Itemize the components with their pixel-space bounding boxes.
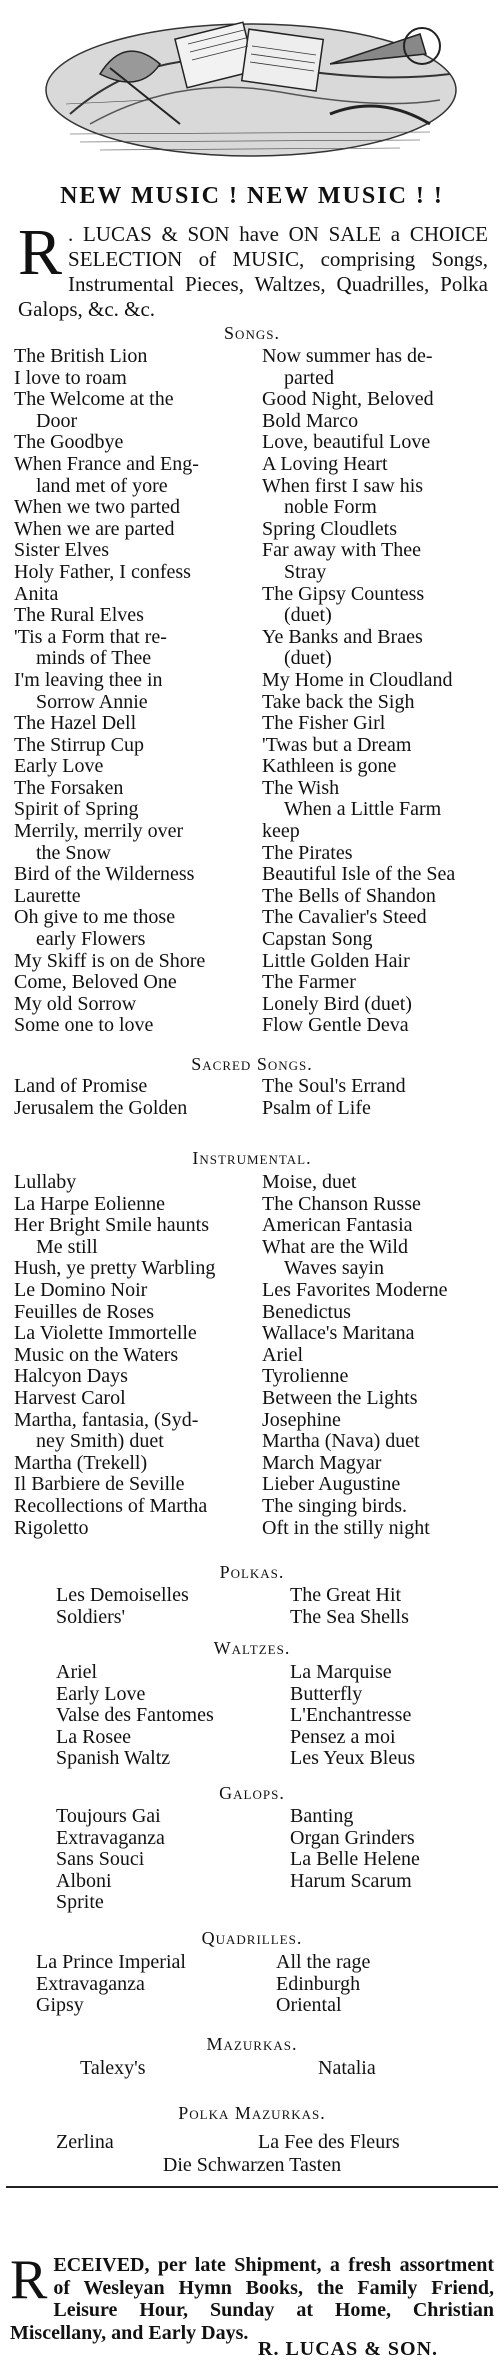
list-item: Oft in the stilly night (262, 1516, 430, 1539)
list-item: American Fantasia (262, 1214, 413, 1237)
list-item: La Fee des Fleurs (258, 2131, 400, 2153)
list-item: Oh give to me those (14, 906, 176, 929)
intro-text: . LUCAS & SON have ON SALE a CHOICE SELECTION of MUSIC, comprising Songs, Instrumental Pieces, Waltzes, Quadrilles, Polka Galops, &c. &c. (18, 222, 488, 321)
list-item: Me still (36, 1235, 98, 1258)
waltzes-right-column (290, 1662, 490, 1770)
list-item: The Soul's Errand (262, 1075, 406, 1097)
list-item: Holy Father, I confess (14, 560, 191, 583)
list-item: Halcyon Days (14, 1365, 128, 1388)
list-item: Harvest Carol (14, 1386, 126, 1409)
section-mazurkas-heading: Mazurkas. (206, 2034, 298, 2054)
list-item: Valse des Fantomes (56, 1704, 214, 1727)
list-item: ney Smith) duet (36, 1430, 164, 1453)
list-item: Spirit of Spring (14, 798, 139, 821)
section-waltzes-heading: Waltzes. (213, 1638, 291, 1658)
list-item: Door (36, 409, 78, 432)
galops-right-column (290, 1806, 490, 1892)
list-item: Le Domino Noir (14, 1278, 148, 1301)
list-item: La Marquise (290, 1661, 392, 1683)
instrumental-left-column (14, 1172, 254, 1539)
list-item: The British Lion (14, 345, 148, 367)
list-item: Recollections of Martha (14, 1494, 208, 1517)
list-item: early Flowers (36, 928, 146, 951)
list-item: When first I saw his (262, 474, 424, 497)
list-item: Sister Elves (14, 539, 109, 562)
list-item: Zerlina (56, 2131, 114, 2153)
polka-mazurkas-right-column (258, 2132, 490, 2154)
list-item: Bold Marco (262, 409, 359, 432)
list-item: Ye Banks and Braes (262, 625, 423, 648)
signature: R. LUCAS & SON. (258, 2338, 439, 2360)
list-item: Martha (Trekell) (14, 1451, 148, 1474)
list-item: Harum Scarum (290, 1869, 412, 1892)
list-item: the Snow (36, 841, 111, 864)
list-item: Early Love (14, 755, 104, 778)
section-sacred-heading: Sacred Songs. (191, 1054, 313, 1074)
list-item: Stray (284, 560, 327, 583)
list-item: Music on the Waters (14, 1343, 179, 1366)
list-item: Land of Promise (14, 1075, 148, 1097)
list-item: Les Favorites Moderne (262, 1278, 448, 1301)
list-item: Alboni (56, 1869, 112, 1892)
list-item: A Loving Heart (262, 452, 388, 475)
list-item: Sans Souci (56, 1848, 145, 1871)
list-item: (duet) (284, 604, 332, 627)
section-polka-mazurkas-heading: Polka Mazurkas. (178, 2103, 326, 2123)
list-item: Rigoletto (14, 1516, 89, 1539)
list-item: Talexy's (80, 2057, 146, 2079)
list-item: Spanish Waltz (56, 1747, 171, 1770)
list-item: The Pirates (262, 841, 353, 864)
list-item: The singing birds. (262, 1494, 407, 1517)
list-item: (duet) (284, 647, 332, 670)
sacred-left-column (14, 1076, 254, 1119)
list-item: keep (262, 820, 300, 843)
list-item: Between the Lights (262, 1386, 418, 1409)
list-item: Hush, ye pretty Warbling (14, 1257, 216, 1280)
list-item: The Farmer (262, 971, 356, 994)
list-item: Laurette (14, 884, 81, 907)
songs-left-column (14, 346, 254, 1037)
list-item: I love to roam (14, 366, 127, 389)
list-item: Soldiers' (56, 1605, 126, 1628)
songs-right-column (262, 346, 498, 1037)
list-item: Spring Cloudlets (262, 517, 398, 540)
list-item: All the rage (276, 1951, 371, 1973)
list-item: Some one to love (14, 1014, 154, 1037)
quadrilles-left-column (36, 1952, 266, 2017)
list-item: The Chanson Russe (262, 1192, 421, 1215)
list-item: 'Tis a Form that re- (14, 625, 167, 648)
list-item: Extravaganza (56, 1826, 165, 1849)
intro-dropcap: R (18, 216, 63, 289)
list-item: Waves sayin (284, 1257, 385, 1280)
list-item: Gipsy (36, 1994, 84, 2017)
list-item: My Home in Cloudland (262, 668, 453, 691)
polka-mazurka-center-item: Die Schwarzen Tasten (162, 2154, 342, 2176)
list-item: Natalia (318, 2057, 376, 2079)
list-item: Extravaganza (36, 1972, 145, 1995)
list-item: Sprite (56, 1891, 104, 1914)
list-item: Anita (14, 582, 59, 605)
list-item: Capstan Song (262, 928, 373, 951)
polkas-right-column (290, 1585, 490, 1628)
list-item: When a Little Farm (284, 798, 442, 821)
list-item: Flow Gentle Deva (262, 1014, 409, 1037)
polkas-left-column (56, 1585, 276, 1628)
galops-left-column (56, 1806, 276, 1914)
list-item: Early Love (56, 1682, 146, 1705)
list-item: Feuilles de Roses (14, 1300, 154, 1323)
list-item: Her Bright Smile haunts (14, 1214, 209, 1237)
list-item: Wallace's Maritana (262, 1322, 415, 1345)
list-item: La Prince Imperial (36, 1951, 186, 1973)
list-item: Far away with Thee (262, 539, 422, 562)
mazurkas-left-column (80, 2058, 280, 2080)
list-item: Tyrolienne (262, 1365, 349, 1388)
list-item: minds of Thee (36, 647, 152, 670)
quadrilles-right-column (276, 1952, 486, 2017)
list-item: The Hazel Dell (14, 712, 137, 735)
footer-notice (10, 2249, 494, 2344)
sacred-right-column (262, 1076, 498, 1119)
list-item: Butterfly (290, 1682, 363, 1705)
list-item: Take back the Sigh (262, 690, 415, 713)
list-item: The Gipsy Countess (262, 582, 425, 605)
list-item: The Sea Shells (290, 1605, 409, 1628)
list-item: Ariel (56, 1661, 98, 1683)
list-item: Les Demoiselles (56, 1584, 189, 1606)
list-item: Now summer has de- (262, 345, 433, 367)
section-galops-heading: Galops. (219, 1783, 285, 1803)
footer-dropcap: R (10, 2249, 48, 2311)
list-item: Little Golden Hair (262, 949, 410, 972)
list-item: The Stirrup Cup (14, 733, 144, 756)
list-item: When France and Eng- (14, 452, 199, 475)
intro-paragraph (18, 216, 488, 322)
list-item: Come, Beloved One (14, 971, 177, 994)
list-item: When we are parted (14, 517, 175, 540)
list-item: La Rosee (56, 1725, 131, 1748)
list-item: Martha, fantasia, (Syd- (14, 1408, 199, 1431)
list-item: The Great Hit (290, 1584, 402, 1606)
list-item: Les Yeux Bleus (290, 1747, 416, 1770)
section-songs-heading: Songs. (224, 323, 280, 343)
section-instrumental-heading: Instrumental. (192, 1148, 312, 1168)
waltzes-left-column (56, 1662, 276, 1770)
list-item: Moise, duet (262, 1171, 357, 1193)
list-item: Lieber Augustine (262, 1473, 401, 1496)
footer-text: ECEIVED, per late Shipment, a fresh assortment of Wesleyan Hymn Books, the Family Friend, Leisure Hour, Sunday at Home, Christian Miscellany, and Early Days. (10, 2254, 494, 2344)
headline: NEW MUSIC ! NEW MUSIC ! ! (60, 183, 444, 209)
list-item: March Magyar (262, 1451, 382, 1474)
list-item: Lonely Bird (duet) (262, 992, 412, 1015)
list-item: Il Barbiere de Seville (14, 1473, 185, 1496)
list-item: The Fisher Girl (262, 712, 386, 735)
section-polkas-heading: Polkas. (219, 1562, 285, 1582)
list-item: My old Sorrow (14, 992, 137, 1015)
list-item: Oriental (276, 1994, 342, 2017)
list-item: Pensez a moi (290, 1725, 396, 1748)
list-item: Kathleen is gone (262, 755, 397, 778)
list-item: Psalm of Life (262, 1096, 371, 1119)
list-item: The Goodbye (14, 431, 124, 454)
list-item: land met of yore (36, 474, 168, 497)
list-item: Toujours Gai (56, 1805, 161, 1827)
list-item: 'Twas but a Dream (262, 733, 412, 756)
list-item: I'm leaving thee in (14, 668, 163, 691)
list-item: The Wish (262, 776, 340, 799)
mazurkas-right-column (318, 2058, 488, 2080)
list-item: La Violette Immortelle (14, 1322, 197, 1345)
list-item: Martha (Nava) duet (262, 1430, 420, 1453)
list-item: La Belle Helene (290, 1848, 420, 1871)
list-item: La Harpe Eolienne (14, 1192, 166, 1215)
list-item: The Rural Elves (14, 604, 144, 627)
section-quadrilles-heading: Quadrilles. (201, 1928, 303, 1948)
list-item: Organ Grinders (290, 1826, 415, 1849)
list-item: What are the Wild (262, 1235, 408, 1258)
list-item: Bird of the Wilderness (14, 863, 195, 886)
list-item: The Welcome at the (14, 388, 174, 411)
list-item: Sorrow Annie (36, 690, 148, 713)
polka-mazurkas-left-column (56, 2132, 256, 2154)
list-item: Ariel (262, 1343, 304, 1366)
list-item: Jerusalem the Golden (14, 1096, 188, 1119)
list-item: When we two parted (14, 496, 181, 519)
list-item: Love, beautiful Love (262, 431, 431, 454)
list-item: The Cavalier's Steed (262, 906, 427, 929)
list-item: Benedictus (262, 1300, 351, 1323)
music-instruments-vignette (30, 4, 472, 164)
list-item: Beautiful Isle of the Sea (262, 863, 456, 886)
list-item: The Bells of Shandon (262, 884, 436, 907)
list-item: My Skiff is on de Shore (14, 949, 206, 972)
list-item: Josephine (262, 1408, 341, 1431)
list-item: Good Night, Beloved (262, 388, 434, 411)
divider-rule (6, 2186, 498, 2188)
list-item: Merrily, merrily over (14, 820, 184, 843)
list-item: L'Enchantresse (290, 1704, 412, 1727)
list-item: parted (284, 366, 334, 389)
list-item: Edinburgh (276, 1972, 361, 1995)
list-item: Lullaby (14, 1171, 77, 1193)
list-item: The Forsaken (14, 776, 124, 799)
list-item: noble Form (284, 496, 377, 519)
instrumental-right-column (262, 1172, 498, 1539)
list-item: Banting (290, 1805, 354, 1827)
